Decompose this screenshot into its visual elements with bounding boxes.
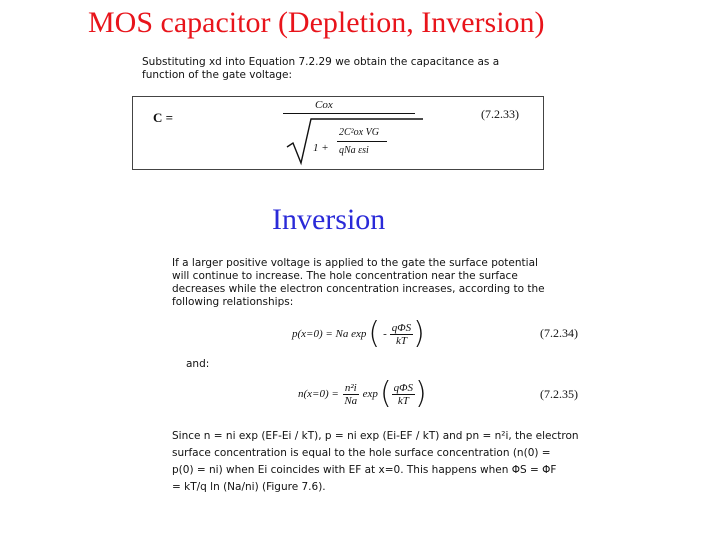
since-line-2: surface concentration is equal to the hole surface concentration (n(0) =	[172, 447, 551, 459]
eq-inner-num: 2C²ox VG	[339, 127, 379, 138]
equation-7235	[298, 374, 427, 414]
inversion-line-1: If a larger positive voltage is applied to the gate the surface potential	[172, 257, 538, 269]
eq-sqrt-sign	[285, 117, 425, 167]
eq-inner-bar	[337, 141, 387, 142]
since-line-3: p(0) = ni) when Ei coincides with EF at x=0. This happens when ΦS = ΦF	[172, 464, 557, 476]
slide-title: MOS capacitor (Depletion, Inversion)	[88, 6, 545, 39]
eq1-frac-num: qΦS	[391, 321, 412, 334]
eq1-right-paren: )	[413, 316, 425, 351]
eq1-sign: -	[383, 328, 387, 340]
eq2-frac-den: kT	[397, 394, 409, 407]
eq2-frac-num: qΦS	[393, 381, 414, 394]
eq-cox: Cox	[315, 99, 333, 111]
inversion-heading: Inversion	[272, 203, 386, 236]
eq2-coef-den: Na	[344, 394, 358, 407]
eq2-lhs: n(x=0) =	[298, 388, 339, 400]
depletion-intro-line2: function of the gate voltage:	[142, 69, 293, 81]
eq1-left-paren: (	[368, 316, 381, 351]
eq1-frac-den: kT	[395, 334, 407, 347]
eq-inner-den: qNa εsi	[339, 145, 369, 156]
since-paragraph	[172, 428, 584, 496]
eq-lhs: C =	[153, 110, 174, 125]
since-line-1: Since n = ni exp (EF-Ei / kT), p = ni exp (Ei-EF / kT) and pn = n²i, the electron	[172, 430, 579, 442]
eq2-right-paren: )	[415, 376, 427, 411]
eq-one-plus: 1 +	[313, 142, 329, 154]
eq2-coef-num: n²i	[344, 381, 357, 394]
eq1-fraction	[390, 322, 413, 347]
eq2-fraction	[392, 382, 415, 407]
eq1-lhs: p(x=0) = Na exp	[292, 328, 367, 340]
inversion-line-3: decreases while the electron concentration increases, according to the	[172, 283, 545, 295]
eq2-coef	[343, 382, 359, 407]
inversion-line-2: will continue to increase. The hole concentration near the surface	[172, 270, 518, 282]
eq-number-7234: (7.2.34)	[540, 326, 578, 340]
capacitance-equation-box	[132, 96, 544, 170]
equation-7234	[292, 316, 425, 352]
and-label: and:	[186, 358, 210, 370]
eq-number-7233: (7.2.33)	[481, 107, 519, 121]
eq-main-fraction-bar	[283, 113, 415, 114]
inversion-paragraph	[172, 257, 582, 309]
depletion-intro	[142, 56, 522, 82]
since-line-4: = kT/q ln (Na/ni) (Figure 7.6).	[172, 481, 326, 493]
eq2-left-paren: (	[379, 376, 392, 411]
depletion-intro-line1: Substituting xd into Equation 7.2.29 we obtain the capacitance as a	[142, 56, 500, 68]
eq-number-7235: (7.2.35)	[540, 387, 578, 401]
eq2-exp: exp	[362, 388, 378, 400]
inversion-line-4: following relationships:	[172, 296, 294, 308]
